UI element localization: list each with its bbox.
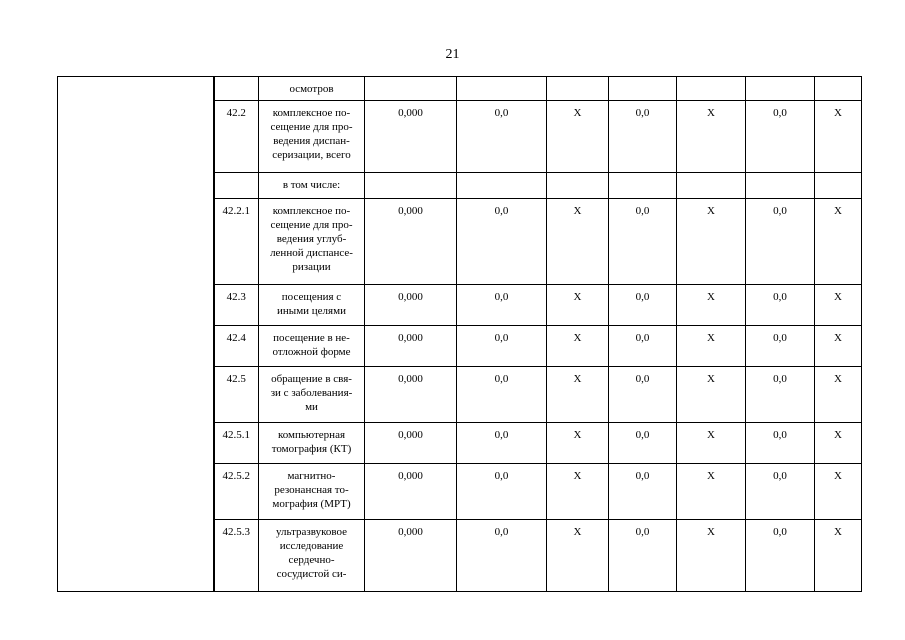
value-cell xyxy=(609,77,677,101)
row-code xyxy=(214,77,259,101)
value-cell: 0,000 xyxy=(365,520,457,592)
value-cell: 0,0 xyxy=(746,101,815,173)
row-code: 42.4 xyxy=(214,326,259,367)
value-cell xyxy=(815,77,862,101)
value-cell: X xyxy=(677,285,746,326)
value-cell: X xyxy=(677,101,746,173)
value-cell: X xyxy=(815,285,862,326)
row-name-line: томография (КТ) xyxy=(271,443,352,455)
row-name-line: комплексное по- xyxy=(272,107,351,119)
row-name-line: сещение для про- xyxy=(270,121,353,133)
row-name-line: иными целями xyxy=(277,305,346,317)
value-cell: 0,0 xyxy=(609,464,677,520)
row-name-line: посещение в не- xyxy=(273,332,350,344)
row-name xyxy=(259,423,365,464)
data-table xyxy=(57,76,862,592)
row-name-line: сещение для про- xyxy=(270,219,353,231)
value-cell: 0,000 xyxy=(365,285,457,326)
row-name-line: исследование xyxy=(279,540,344,552)
value-cell: 0,000 xyxy=(365,464,457,520)
row-name-line: ведения углуб- xyxy=(276,233,347,245)
value-cell xyxy=(365,77,457,101)
value-cell: X xyxy=(547,199,609,285)
value-cell: 0,0 xyxy=(457,423,547,464)
value-cell: 0,0 xyxy=(457,464,547,520)
row-name xyxy=(259,367,365,423)
row-name-line: ведения диспан- xyxy=(273,135,350,147)
value-cell xyxy=(365,173,457,199)
row-name xyxy=(259,77,365,101)
value-cell: 0,0 xyxy=(609,199,677,285)
value-cell: X xyxy=(677,464,746,520)
value-cell xyxy=(746,77,815,101)
value-cell: 0,0 xyxy=(609,520,677,592)
value-cell: 0,0 xyxy=(746,199,815,285)
row-name-line: ленной диспансе- xyxy=(270,247,353,259)
row-name-line: сосудистой си- xyxy=(276,568,347,580)
row-name-line: серизации, всего xyxy=(272,149,351,161)
value-cell: X xyxy=(815,464,862,520)
value-cell: 0,000 xyxy=(365,326,457,367)
value-cell xyxy=(457,173,547,199)
row-name xyxy=(259,173,365,199)
row-name-line: отложной форме xyxy=(272,346,351,358)
value-cell: 0,000 xyxy=(365,101,457,173)
value-cell: 0,0 xyxy=(457,101,547,173)
value-cell: X xyxy=(547,464,609,520)
value-cell: 0,0 xyxy=(457,326,547,367)
value-cell: X xyxy=(677,423,746,464)
value-cell: 0,0 xyxy=(457,285,547,326)
row-name xyxy=(259,326,365,367)
row-name-line: зи с заболевания- xyxy=(270,387,353,399)
row-name-line: комплексное по- xyxy=(272,205,351,217)
value-cell: 0,0 xyxy=(457,199,547,285)
value-cell: X xyxy=(815,423,862,464)
row-name xyxy=(259,285,365,326)
value-cell: X xyxy=(547,101,609,173)
value-cell: 0,0 xyxy=(457,367,547,423)
value-cell: 0,0 xyxy=(746,285,815,326)
row-code: 42.5.2 xyxy=(214,464,259,520)
value-cell: 0,0 xyxy=(746,367,815,423)
value-cell: X xyxy=(547,326,609,367)
value-cell: X xyxy=(677,326,746,367)
value-cell xyxy=(677,77,746,101)
value-cell: 0,000 xyxy=(365,199,457,285)
value-cell: 0,0 xyxy=(457,520,547,592)
value-cell: X xyxy=(677,520,746,592)
value-cell xyxy=(677,173,746,199)
row-name-line: ультразвуковое xyxy=(275,526,347,538)
value-cell: 0,0 xyxy=(609,285,677,326)
row-name xyxy=(259,464,365,520)
row-name-line: ризации xyxy=(292,261,331,273)
row-name-line: сердечно- xyxy=(288,554,335,566)
row-name xyxy=(259,101,365,173)
value-cell: X xyxy=(677,367,746,423)
row-name-line: ми xyxy=(305,401,318,413)
value-cell xyxy=(609,173,677,199)
row-name-line: резонансная то- xyxy=(274,484,349,496)
value-cell: 0,0 xyxy=(746,520,815,592)
value-cell: 0,0 xyxy=(609,367,677,423)
row-name xyxy=(259,520,365,592)
row-code: 42.5.3 xyxy=(214,520,259,592)
value-cell: X xyxy=(677,199,746,285)
value-cell xyxy=(547,77,609,101)
value-cell xyxy=(457,77,547,101)
row-name-line: посещения с xyxy=(281,291,342,303)
value-cell: X xyxy=(815,367,862,423)
value-cell: 0,0 xyxy=(746,326,815,367)
value-cell xyxy=(746,173,815,199)
row-name-line: мография (МРТ) xyxy=(272,498,351,510)
value-cell: 0,0 xyxy=(746,423,815,464)
value-cell: 0,000 xyxy=(365,367,457,423)
row-code: 42.5 xyxy=(214,367,259,423)
merged-first-cell xyxy=(58,77,214,592)
row-code: 42.2 xyxy=(214,101,259,173)
value-cell: X xyxy=(547,285,609,326)
value-cell: 0,0 xyxy=(609,423,677,464)
value-cell xyxy=(815,173,862,199)
value-cell: 0,0 xyxy=(609,326,677,367)
row-name xyxy=(259,199,365,285)
row-name-line: осмотров xyxy=(289,83,334,95)
value-cell: X xyxy=(815,326,862,367)
row-code: 42.5.1 xyxy=(214,423,259,464)
page-number: 21 xyxy=(445,47,460,62)
value-cell: X xyxy=(547,423,609,464)
row-code: 42.2.1 xyxy=(214,199,259,285)
row-code: 42.3 xyxy=(214,285,259,326)
value-cell xyxy=(547,173,609,199)
row-name-line: в том числе: xyxy=(282,179,341,191)
value-cell: 0,0 xyxy=(609,101,677,173)
value-cell: X xyxy=(547,520,609,592)
value-cell: 0,0 xyxy=(746,464,815,520)
value-cell: X xyxy=(815,520,862,592)
value-cell: X xyxy=(815,101,862,173)
row-name-line: магнитно- xyxy=(287,470,336,482)
row-name-line: обращение в свя- xyxy=(271,373,352,385)
row-name-line: компьютерная xyxy=(277,429,346,441)
value-cell: X xyxy=(815,199,862,285)
row-code xyxy=(214,173,259,199)
table-row xyxy=(58,77,862,101)
value-cell: X xyxy=(547,367,609,423)
value-cell: 0,000 xyxy=(365,423,457,464)
